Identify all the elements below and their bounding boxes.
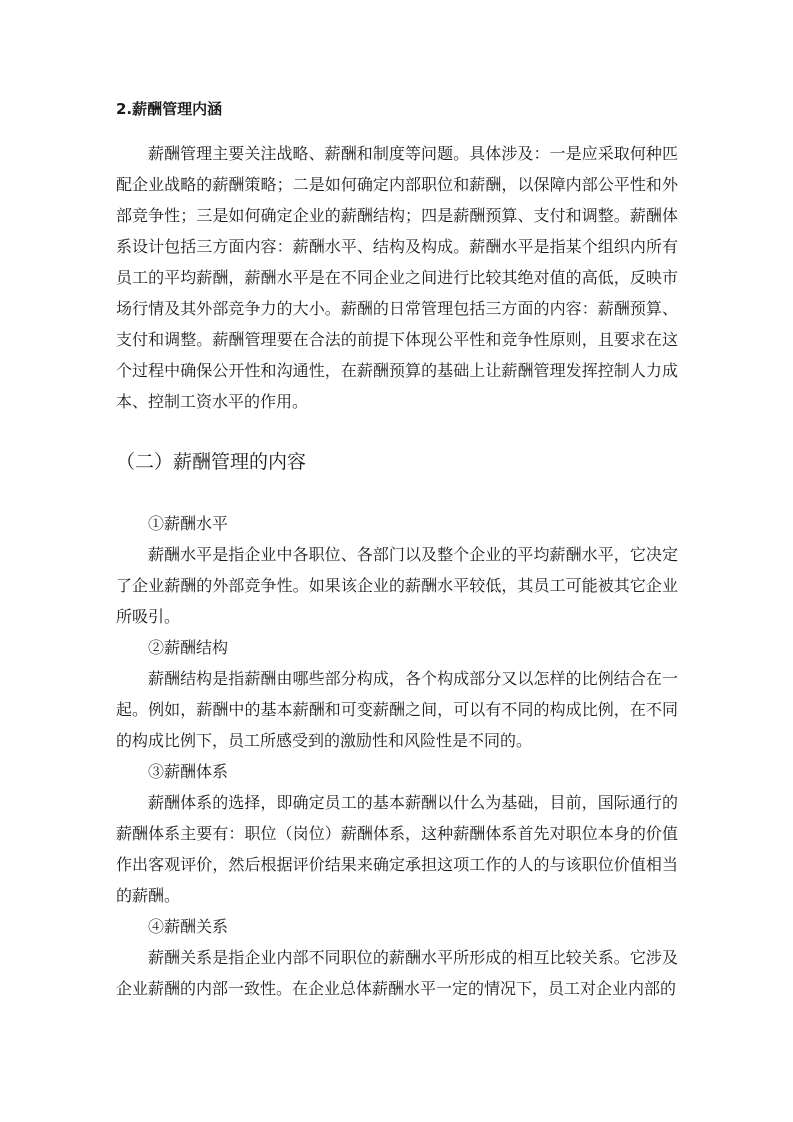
item-title-salary-system: ③薪酬体系	[148, 762, 229, 781]
item-title-salary-relation: ④薪酬关系	[148, 917, 229, 936]
paragraph-salary-connotation: 薪酬管理主要关注战略、薪酬和制度等问题。具体涉及：一是应采取何种匹配企业战略的薪酬策略；二是如何确定内部职位和薪酬，以保障内部公平性和外部竞争性；三是如何确定企业的薪酬结构；四是薪酬预算、支付和调整。薪酬体系设计包括三方面内容：薪酬水平、结构及构成。薪酬水平是指某个组织内所有员工的平均薪酬，薪酬水平是在不同企业之间进行比较其绝对值的高低，反映市场行情及其外部竞争力的大小。薪酬的日常管理包括三方面的内容：薪酬预算、支付和调整。薪酬管理要在合法的前提下体现公平性和竞争性原则，且要求在这个过程中确保公开性和沟通性，在薪酬预算的基础上让薪酬管理发挥控制人力成本、控制工资水平的作用。	[116, 144, 678, 411]
item-title-salary-structure: ②薪酬结构	[148, 638, 229, 657]
paragraph-salary-system: 薪酬体系的选择，即确定员工的基本薪酬以什么为基础，目前，国际通行的薪酬体系主要有：职位（岗位）薪酬体系，这种薪酬体系首先对职位本身的价值作出客观评价，然后根据评价结果来确定承担这项工作的人的与该职位价值相当的薪酬。	[116, 793, 678, 905]
paragraph-salary-level: 薪酬水平是指企业中各职位、各部门以及整个企业的平均薪酬水平，它决定了企业薪酬的外部竞争性。如果该企业的薪酬水平较低，其员工可能被其它企业所吸引。	[116, 545, 678, 626]
section-heading-salary-connotation: 2.薪酬管理内涵	[116, 100, 223, 118]
chapter-heading-salary-content: （二）薪酬管理的内容	[116, 451, 307, 473]
paragraph-salary-structure: 薪酬结构是指薪酬由哪些部分构成，各个构成部分又以怎样的比例结合在一起。例如，薪酬中的基本薪酬和可变薪酬之间，可以有不同的构成比例，在不同的构成比例下，员工所感受到的激励性和风险性是不同的。	[116, 669, 678, 750]
item-title-salary-level: ①薪酬水平	[148, 514, 229, 533]
paragraph-salary-relation: 薪酬关系是指企业内部不同职位的薪酬水平所形成的相互比较关系。它涉及企业薪酬的内部一致性。在企业总体薪酬水平一定的情况下，员工对企业内部的	[116, 948, 678, 998]
